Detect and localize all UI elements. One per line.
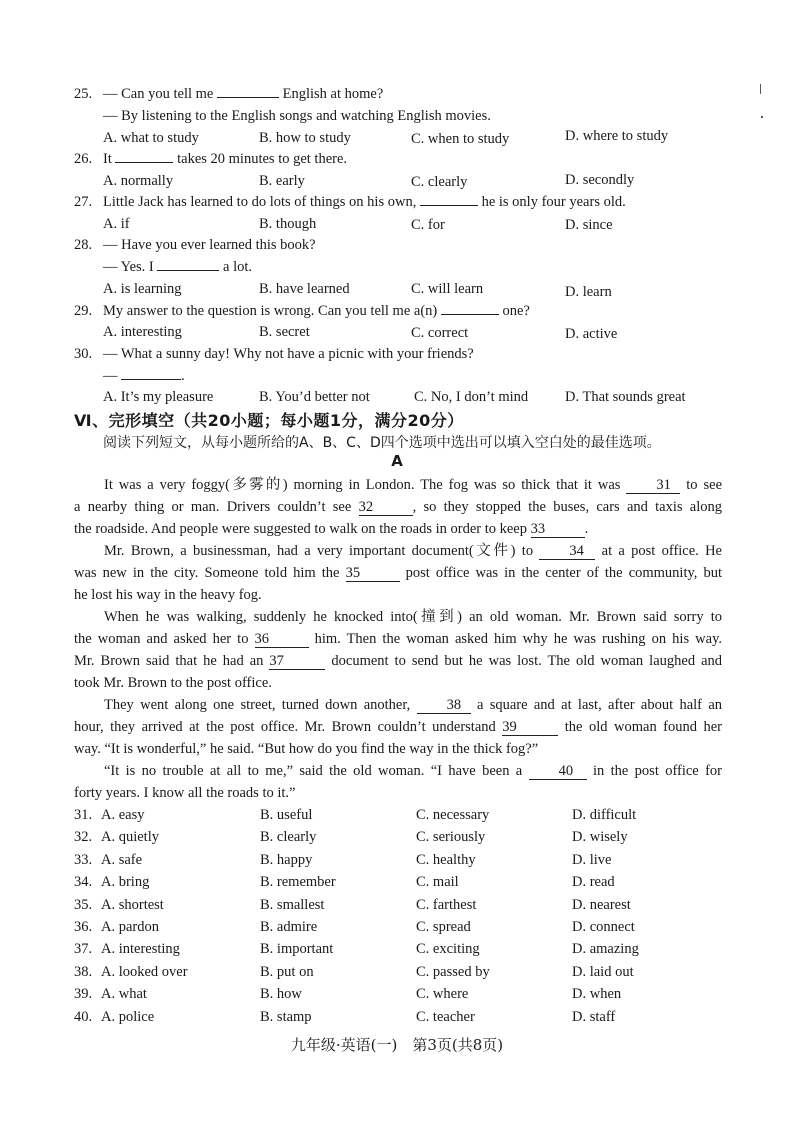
option: C. when to study <box>411 131 510 147</box>
answer-blank <box>217 83 279 98</box>
cloze-option: D. laid out <box>572 963 634 980</box>
cloze-option: A. police <box>101 1008 155 1025</box>
question-29: 29. My answer to the question is wrong. Can you tell me a(n) one? <box>0 300 794 322</box>
cloze-option: D. staff <box>572 1008 616 1025</box>
cloze-blank-33: 33 <box>531 521 585 538</box>
question-30: 30. — What a sunny day! Why not have a picnic with your friends? <box>74 346 474 362</box>
cloze-option: D. wisely <box>572 829 628 846</box>
question-28-reply: — Yes. I a lot. <box>0 256 794 278</box>
option: A. It’s my pleasure <box>103 389 214 405</box>
cloze-option: C. passed by <box>416 963 490 980</box>
option: B. early <box>259 173 305 189</box>
cloze-option: C. healthy <box>416 851 476 868</box>
cloze-option: A. shortest <box>101 896 164 913</box>
option: A. what to study <box>103 130 199 146</box>
cloze-option: A. easy <box>101 807 145 823</box>
cloze-option: B. important <box>260 941 334 958</box>
cloze-option: A. quietly <box>101 829 159 846</box>
passage-paragraph-4: They went along one street, turned down another, 38 a square and at last, after about half an hour, they arrived at the post office. Mr. Brown couldn’t understand 39 the old woman found her way. “It is wonderful,” he said. “But how do you find the way in the thick fog?” <box>74 697 723 757</box>
option: B. secret <box>259 324 310 340</box>
cloze-option: B. smallest <box>260 896 325 913</box>
cloze-blank-38: 38 <box>417 697 471 714</box>
cloze-option-row: 33. <box>74 851 93 868</box>
option: D. That sounds great <box>565 389 686 405</box>
cloze-option-row: 37. <box>74 941 93 958</box>
cloze-option: B. happy <box>260 851 313 868</box>
option: A. is learning <box>103 281 182 297</box>
option: B. have learned <box>259 281 350 297</box>
cloze-option: D. live <box>572 851 612 868</box>
cloze-option: D. difficult <box>572 807 637 823</box>
cloze-option: A. looked over <box>101 963 188 980</box>
cloze-option: A. what <box>101 986 147 1003</box>
passage-paragraph-1: It was a very foggy(多雾的) morning in London. The fog was so thick that it was 31 to see a nearby thing or man. Drivers couldn’t see 32 , so they stopped the buses, cars and taxis along the roadside. And people were suggested to walk on the roads in order to keep 33 . <box>74 477 723 537</box>
cloze-option-row: 34. <box>74 874 93 891</box>
cloze-option: B. stamp <box>260 1008 312 1025</box>
passage-paragraph-3: When he was walking, suddenly he knocked into(撞到) an old woman. Mr. Brown said sorry to the woman and asked her to 36 him. Then the woman asked him why he was rushing on his way. Mr. Brown said that he had an 37 document to send but he was lost. The old woman laughed and took Mr. Brown to the post office. <box>74 609 723 691</box>
cloze-blank-35: 35 <box>346 565 400 582</box>
cloze-option: A. interesting <box>101 941 180 958</box>
question-28: 28. — Have you ever learned this book? <box>74 237 316 253</box>
cloze-option: C. teacher <box>416 1008 475 1025</box>
answer-blank <box>121 365 181 380</box>
cloze-blank-34: 34 <box>539 543 595 560</box>
option: A. if <box>103 216 130 232</box>
cloze-option: C. necessary <box>416 807 490 823</box>
section-instruction: 阅读下列短文，从每小题所给的A、B、C、D四个选项中选出可以填入空白处的最佳选项。 <box>103 435 661 451</box>
option: D. active <box>565 326 618 342</box>
cloze-blank-31: 31 <box>626 477 680 494</box>
cloze-option: C. seriously <box>416 829 486 846</box>
cloze-option: C. spread <box>416 919 471 935</box>
question-26: 26. It takes 20 minutes to get there. <box>0 148 794 170</box>
cloze-blank-36: 36 <box>255 631 309 648</box>
option: B. though <box>259 216 317 232</box>
option: C. will learn <box>411 281 484 297</box>
cloze-option: B. admire <box>260 919 318 935</box>
question-30-reply: — . <box>0 365 794 387</box>
cloze-option: C. where <box>416 986 469 1003</box>
cloze-option: A. bring <box>101 874 150 891</box>
cloze-option: B. put on <box>260 963 314 980</box>
passage-paragraph-2: Mr. Brown, a businessman, had a very important document(文件) to 34 at a post office. He was new in the city. Someone told him the 35 post office was in the center of the community, but he lost his way in the heavy fog. <box>74 543 723 603</box>
cloze-option: C. farthest <box>416 896 477 913</box>
question-25-reply: — By listening to the English songs and watching English movies. <box>103 108 491 124</box>
cloze-option: C. mail <box>416 874 459 891</box>
cloze-blank-40: 40 <box>529 763 587 780</box>
cloze-option: D. read <box>572 874 615 891</box>
cloze-option-row: 31. <box>74 807 93 823</box>
question-27: 27. Little Jack has learned to do lots of things on his own, he is only four years old. <box>0 191 794 213</box>
cloze-option: A. safe <box>101 851 143 868</box>
cloze-option: D. nearest <box>572 896 631 913</box>
cloze-blank-37: 37 <box>269 653 325 670</box>
cloze-option: C. exciting <box>416 941 480 958</box>
option: D. where to study <box>565 128 669 144</box>
option: B. You’d better not <box>259 389 370 405</box>
cloze-option-row: 36. <box>74 919 93 935</box>
option: C. for <box>411 217 445 233</box>
answer-blank <box>115 148 173 163</box>
option: A. interesting <box>103 324 182 340</box>
cloze-option: B. useful <box>260 807 313 823</box>
option: D. secondly <box>565 172 635 188</box>
page-footer: 九年级·英语(一) 第3页(共8页) <box>290 1036 504 1054</box>
option: D. learn <box>565 284 612 300</box>
passage-label: A <box>391 452 403 470</box>
cloze-option: D. when <box>572 986 622 1003</box>
cloze-option: D. amazing <box>572 941 639 958</box>
answer-blank <box>157 256 219 271</box>
cloze-option-row: 39. <box>74 986 93 1003</box>
cloze-option: B. remember <box>260 874 336 891</box>
cloze-option-row: 38. <box>74 963 93 980</box>
option: D. since <box>565 217 613 233</box>
option: B. how to study <box>259 130 351 146</box>
cloze-option: A. pardon <box>101 919 159 935</box>
cloze-option: B. how <box>260 986 302 1003</box>
option: C. clearly <box>411 174 468 190</box>
cloze-option-row: 35. <box>74 896 93 913</box>
answer-blank <box>420 191 478 206</box>
option: C. No, I don’t mind <box>414 389 529 405</box>
answer-blank <box>441 300 499 315</box>
question-25: 25. — Can you tell me English at home? <box>0 83 794 105</box>
cloze-option: D. connect <box>572 919 635 935</box>
option: C. correct <box>411 325 469 341</box>
cloze-blank-32: 32 <box>359 499 413 516</box>
passage-paragraph-5: “It is no trouble at all to me,” said the old woman. “I have been a 40 in the post office for forty years. I know all the roads to it.” <box>74 763 723 801</box>
cloze-option: B. clearly <box>260 829 317 846</box>
cloze-blank-39: 39 <box>502 719 558 736</box>
cloze-option-row: 32. <box>74 829 93 846</box>
section-title: Ⅵ、完形填空（共20小题；每小题1分，满分20分） <box>74 411 464 430</box>
option: A. normally <box>103 173 174 189</box>
cloze-option-row: 40. <box>74 1008 93 1025</box>
